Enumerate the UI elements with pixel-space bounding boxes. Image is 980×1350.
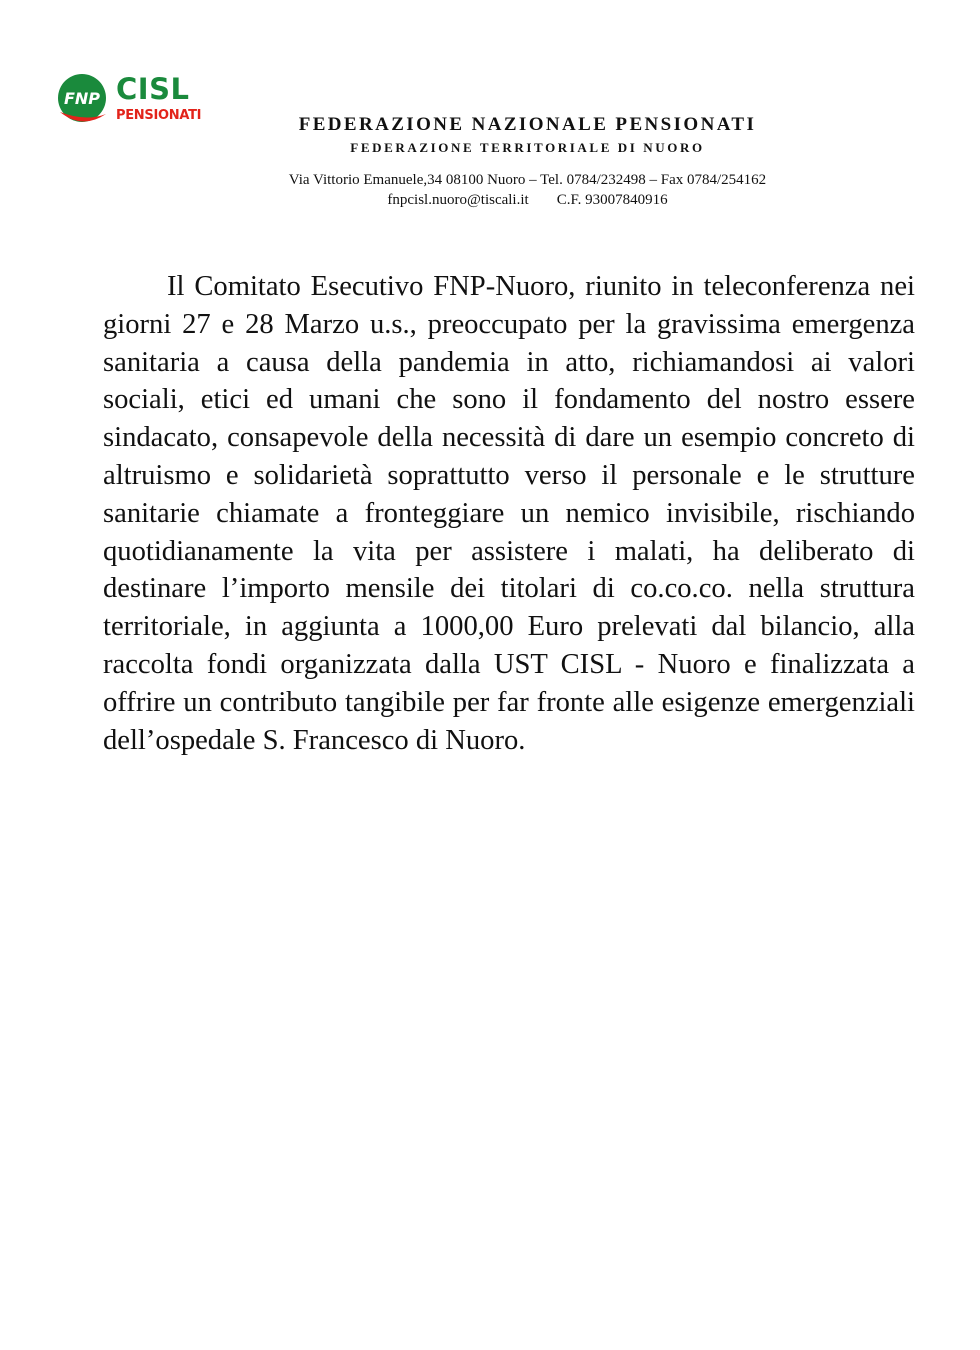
fnp-cisl-logo [56, 74, 206, 130]
contact-line [240, 190, 815, 210]
email-text: fnpcisl.nuoro@tiscali.it [387, 192, 529, 208]
address-line: Via Vittorio Emanuele,34 08100 Nuoro – Tel. 0784/232498 – Fax 0784/254162 [288, 172, 767, 188]
federation-title: FEDERAZIONE NAZIONALE PENSIONATI [298, 114, 757, 135]
body-paragraph: Il Comitato Esecutivo FNP-Nuoro, riunito in teleconferenza nei giorni 27 e 28 Marzo u.s., preoccupato per la gravissima emergenza sanitaria a causa della pandemia in atto, richiamandosi ai valori sociali, etici ed umani che sono il fondamento del nostro essere sindacato, consapevole della necessità di dare un esempio concreto di altruismo e solidarietà soprattutto verso il personale e le strutture sanitarie chiamate a fronteggiare un nemico invisibile, rischiando quotidianamente la vita per assistere i malati, ha deliberato di destinare l’importo mensile dei titolari di co.co.co. nella struttura territoriale, in aggiunta a 1000,00 Euro prelevati dal bilancio, alla raccolta fondi organizzata dalla UST CISL - Nuoro e finalizzata a offrire un contributo tangibile per far fronte alle esigenze emergenziali dell’ospedale S. Francesco di Nuoro. [103, 271, 915, 756]
fnp-badge-text: FNP [63, 89, 101, 108]
fnp-badge-icon [56, 74, 112, 130]
logo-subtitle: PENSIONATI [116, 108, 202, 123]
logo-brand: CISL [116, 72, 190, 106]
letterhead [240, 112, 815, 210]
territorial-subtitle: FEDERAZIONE TERRITORIALE DI NUORO [350, 140, 705, 155]
fiscal-code: C.F. 93007840916 [556, 192, 668, 208]
